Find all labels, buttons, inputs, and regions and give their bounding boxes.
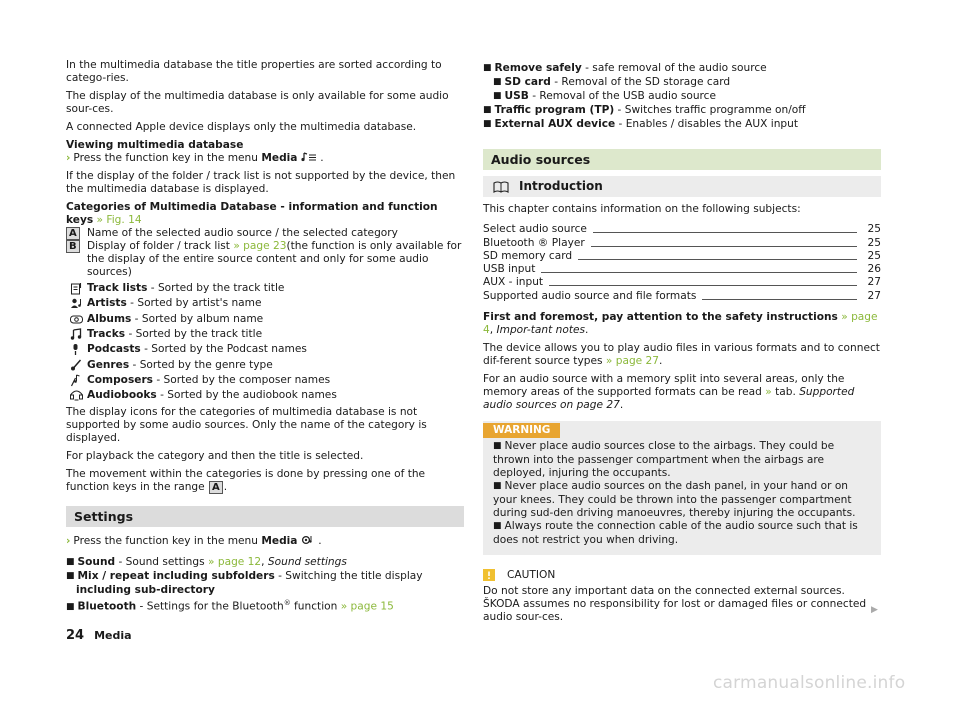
podcast-icon	[66, 343, 87, 356]
settings-item-mix-repeat: ■ Mix / repeat including subfolders - Switching the title display including sub-directory	[66, 570, 423, 597]
settings-step: › Press the function key in the menu Media .	[66, 535, 322, 548]
bullet-square-icon: ■	[66, 571, 75, 582]
page-4-link[interactable]: » page 4	[483, 310, 878, 336]
viewing-title: Viewing multimedia database	[66, 139, 244, 151]
category-composers: Composers - Sorted by the composer names	[66, 373, 464, 388]
toc-entry[interactable]: Supported audio source and file formats 27	[483, 289, 881, 302]
page-23-link[interactable]: » page 23	[233, 240, 287, 252]
page-15-link[interactable]: » page 15	[340, 600, 394, 613]
media-note-icon	[301, 152, 317, 162]
warning-box	[483, 421, 881, 555]
fig-14-link[interactable]: » Fig. 14	[96, 214, 142, 226]
artist-icon	[66, 297, 87, 310]
device-note: The device allows you to play audio files in various formats and to connect dif-ferent source types » page 27.	[483, 341, 880, 367]
movement-note: The movement within the categories is done by pressing one of the function keys in the range A .	[66, 468, 426, 494]
category-artists: Artists - Sorted by artist's name	[66, 296, 464, 311]
caution-text: Do not store any important data on the connected external sources. ŠKODA assumes no responsibility for lost or damaged files or connected audio sour-ces.	[483, 584, 867, 623]
bullet-square-icon: ■	[66, 557, 75, 568]
toc-list	[483, 223, 881, 303]
memory-note: For an audio source with a memory split into several areas, only the memory areas of the supported formats can be read » tab. Supported audio sources on page 27.	[483, 372, 855, 411]
genre-icon	[66, 359, 87, 372]
categories-heading: Categories of Multimedia Database - information and function keys » Fig. 14	[66, 201, 438, 226]
bullet-square-icon: ■	[493, 480, 502, 491]
right-column	[483, 62, 881, 629]
label-box-b: B	[66, 240, 80, 253]
book-icon	[493, 181, 509, 193]
media-settings-icon	[301, 535, 315, 545]
toc-entry[interactable]: Select audio source 25	[483, 223, 881, 236]
watermark: carmanualsonline.info	[713, 673, 906, 693]
settings-continued-list	[483, 62, 881, 132]
page-number: 24	[66, 628, 85, 643]
intro-para-1: In the multimedia database the title properties are sorted according to catego-ries.	[66, 59, 442, 84]
bullet-square-icon: ■	[483, 119, 492, 129]
tracks-icon	[66, 328, 87, 341]
page-12-link[interactable]: » page 12	[208, 556, 262, 569]
album-icon	[66, 313, 87, 326]
chevron-right-icon: ›	[66, 535, 71, 548]
settings-item-sd-card: ■ SD card - Removal of the SD storage card	[493, 76, 731, 88]
playback-note: For playback the category and then the title is selected.	[66, 450, 364, 463]
intro-para-2: The display of the multimedia database is only available for some audio sour-ces.	[66, 90, 449, 115]
bullet-square-icon: ■	[493, 91, 502, 101]
category-podcasts: Podcasts - Sorted by the Podcast names	[66, 342, 464, 357]
safety-note: First and foremost, pay attention to the safety instructions » page 4, Impor-tant notes.	[483, 310, 878, 336]
toc-entry[interactable]: Bluetooth ® Player 25	[483, 236, 881, 249]
intro-para-3: A connected Apple device displays only the multimedia database.	[66, 121, 417, 133]
toc-entry[interactable]: SD memory card 25	[483, 249, 881, 262]
introduction-subhead: Introduction	[483, 176, 881, 197]
bullet-square-icon: ■	[493, 520, 502, 531]
category-list	[66, 281, 464, 403]
category-tracks: Tracks - Sorted by the track title	[66, 327, 464, 342]
category-track-lists: Track lists - Sorted by the track title	[66, 281, 464, 296]
settings-section-bar: Settings	[66, 506, 464, 527]
viewing-step: › Press the function key in the menu Media .	[66, 152, 324, 164]
page-27-link[interactable]: » page 27	[605, 354, 660, 367]
caution-icon	[483, 569, 495, 581]
bullet-square-icon: ■	[483, 63, 492, 73]
toc-entry[interactable]: AUX - input 27	[483, 276, 881, 289]
left-column	[66, 59, 464, 615]
page-footer	[66, 629, 132, 642]
settings-item-usb: ■ USB - Removal of the USB audio source	[493, 90, 717, 102]
settings-item-bluetooth: ■ Bluetooth - Settings for the Bluetooth® function » page 15	[66, 599, 394, 613]
warning-item: ■ Never place audio sources on the dash panel, in your hand or on your knees. They could be thrown into the passenger compartment during sud-den driving manoeuvres, thereby injuring the occupants.	[493, 479, 856, 519]
audiobook-icon	[66, 389, 87, 402]
tab-link[interactable]: »	[765, 385, 772, 398]
warning-item: ■ Always route the connection cable of the audio source such that is does not restrict you when driving.	[493, 519, 858, 546]
warning-item: ■ Never place audio sources close to the airbags. They could be thrown into the passenger compartment when the airbags are deployed, injuring the occupants.	[493, 439, 835, 479]
chevron-right-icon: ›	[66, 152, 71, 164]
footer-section: Media	[94, 629, 132, 642]
warning-header: WARNING	[483, 423, 560, 438]
label-box-a-inline: A	[209, 481, 223, 494]
settings-item-external-aux: ■ External AUX device - Enables / disables the AUX input	[483, 118, 799, 130]
track-list-icon	[66, 282, 87, 295]
settings-item-sound: ■ Sound - Sound settings » page 12, Sound settings	[66, 556, 347, 569]
folder-note: If the display of the folder / track list is not supported by the device, then the multimedia database is displayed.	[66, 170, 456, 195]
toc-entry[interactable]: USB input 26	[483, 263, 881, 276]
bullet-square-icon: ■	[493, 440, 502, 451]
bullet-square-icon: ■	[66, 601, 75, 612]
bullet-square-icon: ■	[493, 77, 502, 87]
category-genres: Genres - Sorted by the genre type	[66, 357, 464, 372]
chapter-intro: This chapter contains information on the following subjects:	[483, 203, 801, 215]
label-box-a: A	[66, 227, 80, 240]
bullet-square-icon: ■	[483, 105, 492, 115]
category-albums: Albums - Sorted by album name	[66, 312, 464, 327]
legend-row-a: A Name of the selected audio source / the selected category	[66, 227, 464, 240]
composer-icon	[66, 374, 87, 387]
settings-item-remove-safely: ■ Remove safely - safe removal of the audio source	[483, 62, 767, 74]
continue-arrow-icon: ▶	[871, 605, 878, 615]
audio-sources-section-bar: Audio sources	[483, 149, 881, 170]
caution-header: CAUTION	[483, 569, 881, 582]
category-audiobooks: Audiobooks - Sorted by the audiobook names	[66, 388, 464, 403]
display-icons-note: The display icons for the categories of multimedia database is not supported by some audio sources. Only the name of the category is displayed.	[66, 406, 427, 445]
legend-row-b: B Display of folder / track list » page 23(the function is only available for the display of the entire source content and only for some audio sources)	[66, 240, 464, 279]
settings-item-traffic-program: ■ Traffic program (TP) - Switches traffic programme on/off	[483, 104, 806, 116]
